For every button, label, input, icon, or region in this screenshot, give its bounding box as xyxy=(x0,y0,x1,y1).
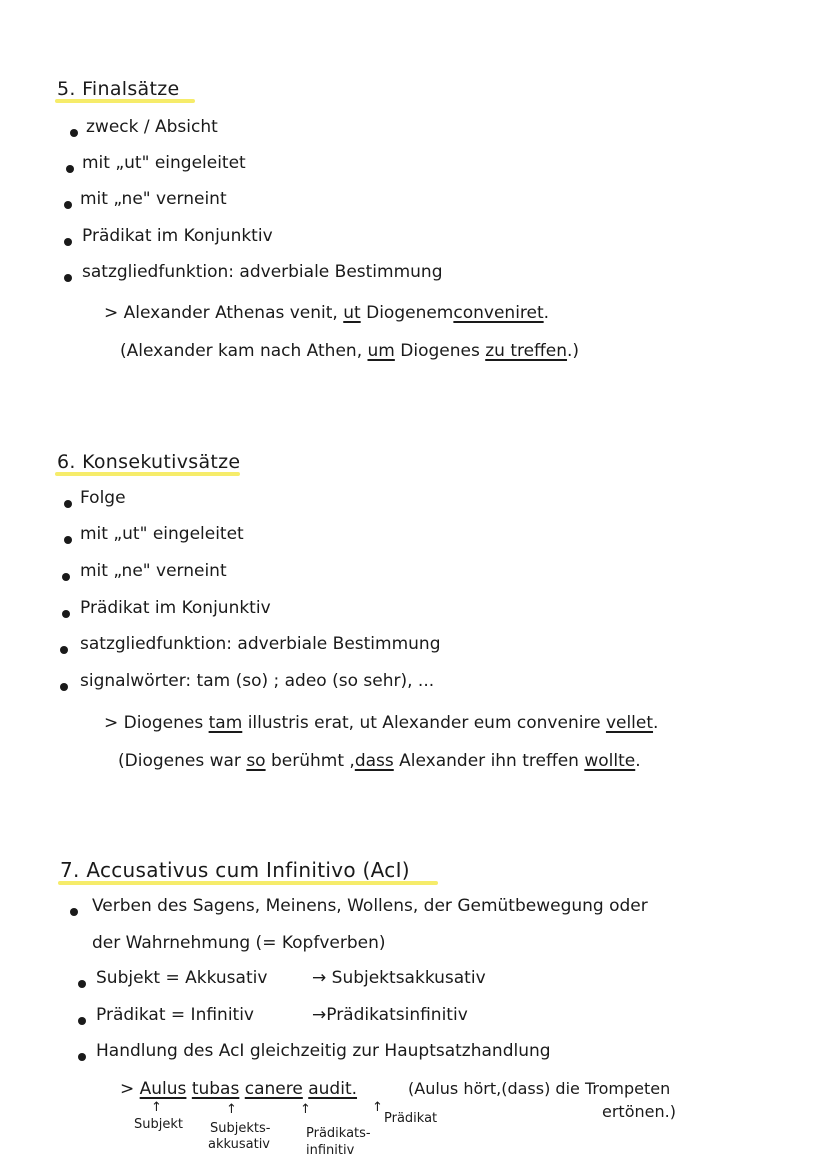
example-marker: > xyxy=(104,303,119,323)
section-7-bullet-3-right: →Prädikatsinfinitiv xyxy=(312,1005,468,1025)
annotation-subjektsakkusativ-1: Subjekts- xyxy=(210,1121,271,1136)
section-5-bullet-1: zweck / Absicht xyxy=(86,117,218,137)
bullet-dot xyxy=(70,908,78,916)
underlined-word: zu treffen xyxy=(485,341,568,361)
section-5-bullet-5: satzgliedfunktion: adverbiale Bestimmung xyxy=(82,262,443,282)
example-text: . xyxy=(635,751,641,771)
bullet-dot xyxy=(64,201,72,209)
arrow-up-icon: ↑ xyxy=(226,1102,237,1117)
underlined-word: so xyxy=(246,751,266,771)
section-5-bullet-2: mit „ut" eingeleitet xyxy=(82,153,246,173)
section-6-bullet-3: mit „ne" verneint xyxy=(80,561,227,581)
section-5-example-latin xyxy=(104,303,549,323)
underlined-word: Aulus xyxy=(139,1079,187,1099)
section-6-bullet-5: satzgliedfunktion: adverbiale Bestimmung xyxy=(80,634,441,654)
section-5-bullet-3: mit „ne" verneint xyxy=(80,189,227,209)
bullet-dot xyxy=(60,683,68,691)
example-text: .) xyxy=(567,341,580,361)
bullet-dot xyxy=(64,274,72,282)
section-7-bullet-1-line-2: der Wahrnehmung (= Kopfverben) xyxy=(92,933,386,953)
annotation-subjektsakkusativ-2: akkusativ xyxy=(208,1137,271,1152)
bullet-dot xyxy=(78,980,86,988)
example-text: Alexander Athenas venit, xyxy=(123,303,338,323)
arrow-up-icon: ↑ xyxy=(372,1100,383,1115)
section-6-title: 6. Konsekutivsätze xyxy=(57,451,241,473)
section-7-bullet-1-line-1: Verben des Sagens, Meinens, Wollens, der Gemütbewegung oder xyxy=(92,896,648,916)
section-7-bullet-2-right: → Subjektsakkusativ xyxy=(312,968,486,988)
annotation-praedikat: Prädikat xyxy=(384,1111,438,1126)
section-7-bullet-4: Handlung des AcI gleichzeitig zur Hauptsatzhandlung xyxy=(96,1041,551,1061)
bullet-dot xyxy=(78,1017,86,1025)
underlined-word: tubas xyxy=(191,1079,240,1099)
bullet-dot xyxy=(64,500,72,508)
section-6-bullet-4: Prädikat im Konjunktiv xyxy=(80,598,271,618)
annotation-praedikatsinfinitiv-2: infinitiv xyxy=(306,1143,355,1158)
example-text: . xyxy=(543,303,550,323)
example-text: Diogenes xyxy=(400,341,480,361)
section-6-example-german xyxy=(118,751,641,771)
bullet-dot xyxy=(64,238,72,246)
underlined-word: vellet xyxy=(605,713,654,733)
bullet-dot xyxy=(66,165,74,173)
example-text: berühmt , xyxy=(270,751,355,771)
section-7-bullet-3-left: Prädikat = Infinitiv xyxy=(96,1005,254,1025)
section-7-translation-line-1: (Aulus hört,(dass) die Trompeten xyxy=(408,1079,671,1098)
example-text: Alexander ihn treffen xyxy=(399,751,579,771)
arrow-up-icon: ↑ xyxy=(151,1100,162,1115)
section-6-bullet-1: Folge xyxy=(80,488,126,508)
section-6-bullet-6: signalwörter: tam (so) ; adeo (so sehr), ... xyxy=(80,671,435,691)
bullet-dot xyxy=(62,610,70,618)
example-text: (Alexander kam nach Athen, xyxy=(120,341,363,361)
section-5-title: 5. Finalsätze xyxy=(57,78,180,100)
example-text: (Diogenes war xyxy=(118,751,241,771)
annotation-subjekt: Subjekt xyxy=(134,1117,183,1132)
arrow-up-icon: ↑ xyxy=(300,1102,311,1117)
example-marker: > xyxy=(120,1079,135,1099)
underlined-word: audit. xyxy=(308,1079,358,1099)
bullet-dot xyxy=(70,129,78,137)
underlined-word: tam xyxy=(208,713,243,733)
annotation-praedikatsinfinitiv-1: Prädikats- xyxy=(306,1126,371,1141)
underlined-word: conveniret xyxy=(453,303,544,323)
example-text: Diogenes xyxy=(123,713,204,733)
underlined-word: dass xyxy=(354,751,394,771)
section-7-bullet-2-left: Subjekt = Akkusativ xyxy=(96,968,268,988)
section-7-example-latin xyxy=(120,1079,357,1099)
underlined-word: um xyxy=(367,341,395,361)
section-7-translation-line-2: ertönen.) xyxy=(602,1102,676,1121)
example-marker: > xyxy=(104,713,119,733)
underlined-word: ut xyxy=(343,303,361,323)
bullet-dot xyxy=(62,573,70,581)
example-text: . xyxy=(653,713,659,733)
underlined-word: canere xyxy=(244,1079,303,1099)
bullet-dot xyxy=(64,536,72,544)
section-5-bullet-4: Prädikat im Konjunktiv xyxy=(82,226,273,246)
bullet-dot xyxy=(78,1053,86,1061)
example-text: illustris erat, ut Alexander eum convenire xyxy=(247,713,601,733)
section-7-title: 7. Accusativus cum Infinitivo (AcI) xyxy=(60,858,410,882)
section-6-example-latin xyxy=(104,713,658,733)
section-6-bullet-2: mit „ut" eingeleitet xyxy=(80,524,244,544)
example-text: Diogenem xyxy=(366,303,454,323)
underlined-word: wollte xyxy=(584,751,636,771)
bullet-dot xyxy=(60,646,68,654)
section-5-example-german xyxy=(120,341,579,361)
